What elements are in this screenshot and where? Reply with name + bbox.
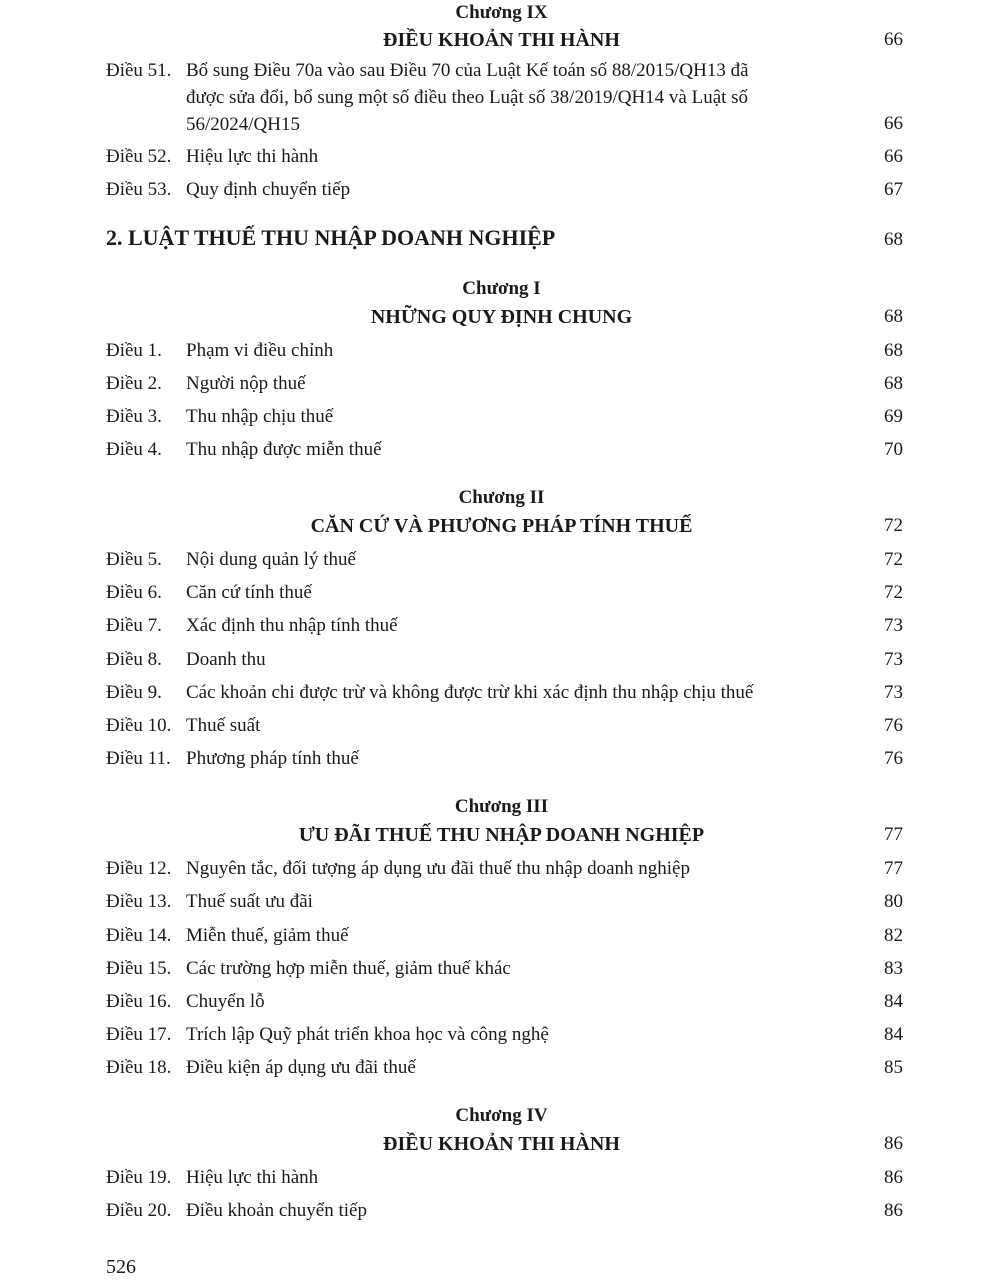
page-ref: 80 bbox=[884, 891, 903, 912]
page-ref: 84 bbox=[884, 1024, 903, 1045]
chapter-label: Chương IX bbox=[455, 2, 548, 23]
article-label: Điều 14. bbox=[106, 925, 172, 946]
page-ref: 73 bbox=[884, 682, 903, 703]
article-label: Điều 3. bbox=[106, 406, 162, 427]
article-title: Chuyển lỗ bbox=[186, 991, 265, 1012]
article-title: Phương pháp tính thuế bbox=[186, 748, 359, 769]
chapter-title: CĂN CỨ VÀ PHƯƠNG PHÁP TÍNH THUẾ bbox=[310, 515, 693, 537]
article-title: Các trường hợp miễn thuế, giảm thuế khác bbox=[186, 958, 511, 979]
article-title: Nguyên tắc, đối tượng áp dụng ưu đãi thuế thu nhập doanh nghiệp bbox=[186, 858, 690, 879]
article-title: Điều khoản chuyển tiếp bbox=[186, 1200, 367, 1221]
page-ref: 68 bbox=[884, 306, 903, 327]
page-ref: 86 bbox=[884, 1200, 903, 1221]
page-ref: 84 bbox=[884, 991, 903, 1012]
article-title: Miễn thuế, giảm thuế bbox=[186, 925, 349, 946]
article-title: Phạm vi điều chỉnh bbox=[186, 340, 334, 361]
article-label: Điều 9. bbox=[106, 682, 162, 703]
chapter-label: Chương I bbox=[462, 278, 541, 299]
article-title: Thu nhập được miễn thuế bbox=[186, 439, 382, 460]
page-ref: 85 bbox=[884, 1057, 903, 1078]
chapter-title: NHỮNG QUY ĐỊNH CHUNG bbox=[370, 306, 633, 328]
chapter-label: Chương III bbox=[454, 796, 549, 817]
page-ref: 76 bbox=[884, 715, 903, 736]
page-ref: 68 bbox=[884, 229, 903, 250]
toc-entry bbox=[0, 61, 1003, 142]
page-ref: 70 bbox=[884, 439, 903, 460]
article-label: Điều 18. bbox=[106, 1057, 172, 1078]
article-title: Người nộp thuế bbox=[186, 373, 306, 394]
article-title: Thu nhập chịu thuế bbox=[186, 406, 334, 427]
article-title: Căn cứ tính thuế bbox=[186, 582, 312, 603]
article-title: Doanh thu bbox=[186, 649, 266, 670]
article-label: Điều 5. bbox=[106, 549, 162, 570]
page-ref: 66 bbox=[884, 113, 903, 134]
article-label: Điều 13. bbox=[106, 891, 172, 912]
page-ref: 76 bbox=[884, 748, 903, 769]
page-ref: 72 bbox=[884, 549, 903, 570]
chapter-label: Chương II bbox=[458, 487, 545, 508]
page-ref: 83 bbox=[884, 958, 903, 979]
article-title: Quy định chuyển tiếp bbox=[186, 179, 351, 200]
article-title bbox=[186, 57, 836, 138]
chapter-title: ƯU ĐÃI THUẾ THU NHẬP DOANH NGHIỆP bbox=[298, 824, 705, 846]
article-label: Điều 20. bbox=[106, 1200, 172, 1221]
article-label: Điều 4. bbox=[106, 439, 162, 460]
article-title: Thuế suất ưu đãi bbox=[186, 891, 313, 912]
page-ref: 66 bbox=[884, 29, 903, 50]
article-title: Thuế suất bbox=[186, 715, 261, 736]
article-title-line: 56/2024/QH15 bbox=[186, 114, 300, 135]
page-ref: 72 bbox=[884, 515, 903, 536]
article-label: Điều 11. bbox=[106, 748, 171, 769]
page-ref: 68 bbox=[884, 340, 903, 361]
page-ref: 66 bbox=[884, 146, 903, 167]
chapter-title: ĐIỀU KHOẢN THI HÀNH bbox=[383, 1133, 620, 1155]
page-number: 526 bbox=[106, 1256, 136, 1278]
page-ref: 86 bbox=[884, 1167, 903, 1188]
article-title: Điều kiện áp dụng ưu đãi thuế bbox=[186, 1057, 416, 1078]
article-label: Điều 7. bbox=[106, 615, 162, 636]
article-title-line: Bổ sung Điều 70a vào sau Điều 70 của Luật Kế toán số 88/2015/QH13 đã bbox=[186, 60, 749, 81]
page-ref: 82 bbox=[884, 925, 903, 946]
article-label: Điều 8. bbox=[106, 649, 162, 670]
article-label: Điều 19. bbox=[106, 1167, 172, 1188]
page-ref: 77 bbox=[884, 858, 903, 879]
article-label: Điều 10. bbox=[106, 715, 172, 736]
page-ref: 67 bbox=[884, 179, 903, 200]
page-ref: 69 bbox=[884, 406, 903, 427]
article-title: Xác định thu nhập tính thuế bbox=[186, 615, 398, 636]
article-title-line: được sửa đổi, bổ sung một số điều theo Luật số 38/2019/QH14 và Luật số bbox=[186, 87, 749, 108]
article-label: Điều 16. bbox=[106, 991, 172, 1012]
article-label: Điều 52. bbox=[106, 146, 172, 167]
article-title: Trích lập Quỹ phát triển khoa học và công nghệ bbox=[186, 1024, 549, 1045]
article-label: Điều 6. bbox=[106, 582, 162, 603]
article-title: Hiệu lực thi hành bbox=[186, 1167, 319, 1188]
law-title: 2. LUẬT THUẾ THU NHẬP DOANH NGHIỆP bbox=[106, 225, 556, 250]
article-title: Nội dung quản lý thuế bbox=[186, 549, 356, 570]
page-ref: 73 bbox=[884, 649, 903, 670]
article-label: Điều 2. bbox=[106, 373, 162, 394]
page-ref: 68 bbox=[884, 373, 903, 394]
page-ref: 86 bbox=[884, 1133, 903, 1154]
chapter-label: Chương IV bbox=[455, 1105, 548, 1126]
page-ref: 72 bbox=[884, 582, 903, 603]
chapter-title: ĐIỀU KHOẢN THI HÀNH bbox=[383, 29, 620, 51]
article-label: Điều 1. bbox=[106, 340, 162, 361]
article-label: Điều 53. bbox=[106, 179, 172, 200]
page-ref: 77 bbox=[884, 824, 903, 845]
article-title: Hiệu lực thi hành bbox=[186, 146, 319, 167]
article-label: Điều 51. bbox=[106, 60, 172, 81]
page-ref: 73 bbox=[884, 615, 903, 636]
article-label: Điều 12. bbox=[106, 858, 172, 879]
article-label: Điều 17. bbox=[106, 1024, 172, 1045]
article-label: Điều 15. bbox=[106, 958, 172, 979]
article-title: Các khoản chi được trừ và không được trừ khi xác định thu nhập chịu thuế bbox=[186, 682, 754, 703]
